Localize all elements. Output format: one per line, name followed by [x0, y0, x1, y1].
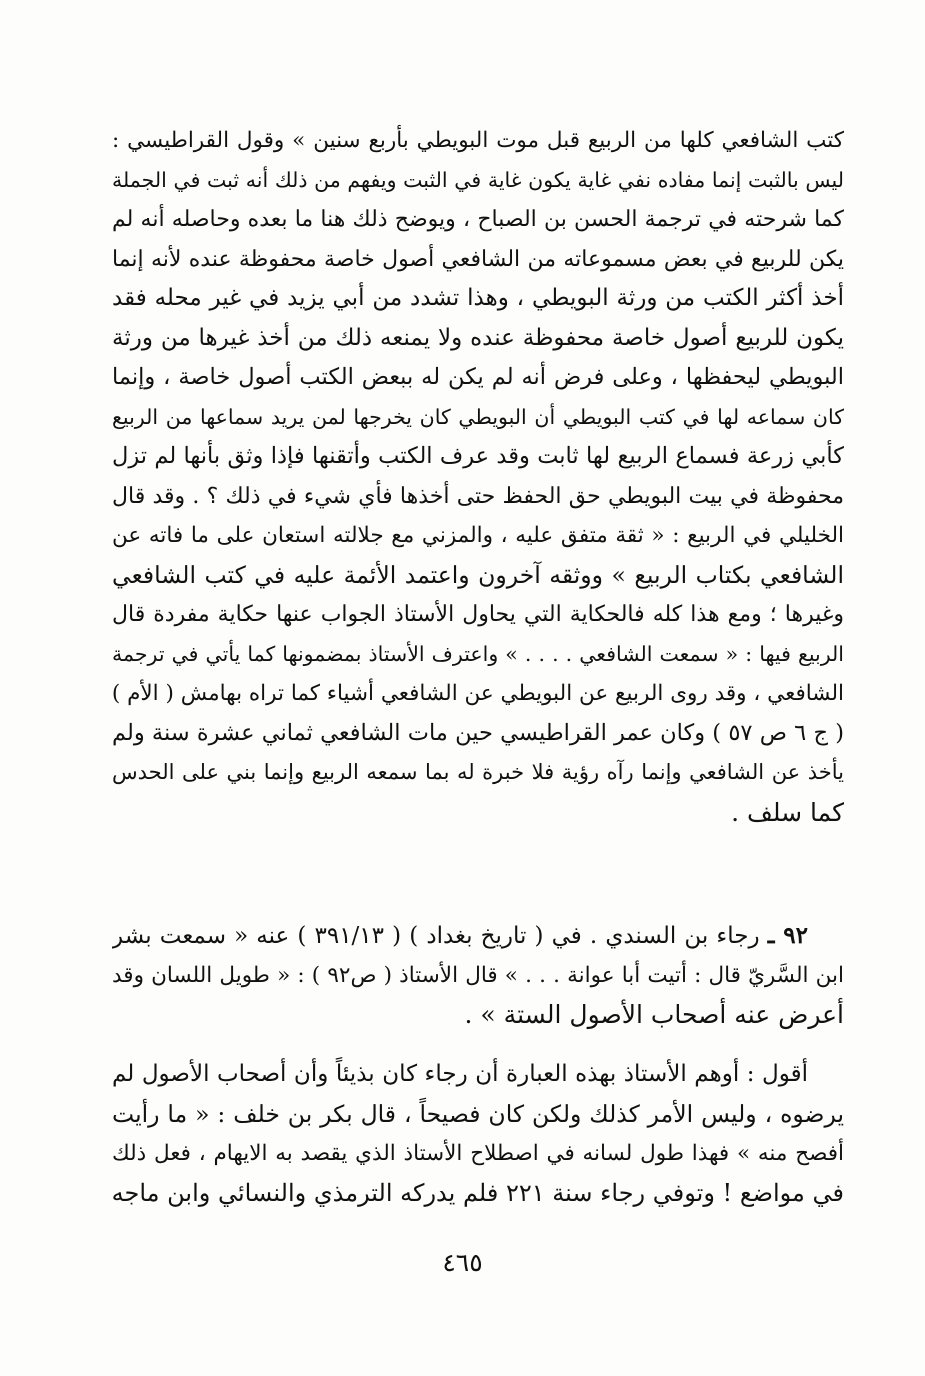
entry-first-line	[112, 916, 844, 956]
entry-heading-text: رجاء بن السندي . في ( تاريخ بغداد ) ( ٣٩١/١٣ ) عنه « سمعت بشر	[112, 923, 760, 949]
text-line: ليس بالثبت إنما مفاده نفي غاية يكون غاية في الثبت ويفهم من ذلك أنه ثبت في الجملة	[112, 167, 844, 192]
paragraph-continuation	[112, 121, 844, 832]
text-line: الربيع فيها : « سمعت الشافعي . . . . » واعترف الأستاذ بمضمونها كما يأتي في ترجمة	[112, 641, 844, 666]
text-line: يكون للربيع أصول خاصة محفوظة عنده ولا يمنعه ذلك من أخذ غيرها من ورثة	[112, 324, 844, 351]
text-line: أعرض عنه أصحاب الأصول الستة » .	[464, 1000, 844, 1029]
text-line: البويطي ليحفظها ، وعلى فرض أنه لم يكن له ببعض الكتب أصول خاصة ، وإنما	[112, 364, 844, 390]
text-line: كان سماعه لها في كتب البويطي أن البويطي كان يخرجها لمن يريد سماعها من الربيع	[112, 404, 844, 429]
text-line: ( ج ٦ ص ٥٧ ) وكان عمر القراطيسي حين مات الشافعي ثماني عشرة سنة ولم	[112, 719, 844, 746]
text-line: ابن السَّريّ قال : أتيت أبا عوانة . . . » قال الأستاذ ( ص٩٢ ) : « طويل اللسان وقد	[112, 962, 844, 988]
text-line: وغيرها ؛ ومع هذا كله فالحكاية التي يحاول الأستاذ الجواب عنها حكاية مفردة قال	[112, 602, 844, 627]
text-line: يأخذ عن الشافعي وإنما رآه رؤية فلا خبرة له بما سمعه الربيع وإنما بني على الحدس	[112, 760, 844, 784]
text-line: أخذ أكثر الكتب من ورثة البويطي ، وهذا تشدد من أبي يزيد في غير محله فقد	[112, 285, 844, 311]
text-line: الشافعي ، وقد روى الربيع عن البويطي عن الشافعي أشياء كما تراه بهامش ( الأم )	[112, 681, 844, 706]
text-line: يكن للربيع في بعض مسموعاته من الشافعي أصول خاصة محفوظة عنده لأنه إنما	[112, 246, 844, 272]
text-line: الخليلي في الربيع : « ثقة متفق عليه ، والمزني مع جلالته استعان على ما فاته عن	[112, 523, 844, 548]
text-line: الشافعي بكتاب الربيع » ووثقه آخرون واعتمد الأئمة عليه في كتب الشافعي	[112, 560, 844, 589]
text-line: كتب الشافعي كلها من الربيع قبل موت البويطي بأربع سنين » وقول القراطيسي :	[112, 128, 844, 153]
paragraph-commentary	[112, 1055, 844, 1213]
text-line: كما شرحته في ترجمة الحسن بن الصباح ، ويوضح ذلك هنا ما بعده وحاصله أنه لم	[112, 207, 844, 232]
entry-92	[112, 916, 844, 1035]
text-line: أفصح منه » فهذا طول لسانه في اصطلاح الأستاذ الذي يقصد به الايهام ، فعل ذلك	[112, 1141, 844, 1166]
text-line: يرضوه ، وليس الأمر كذلك ولكن كان فصيحاً ، قال بكر بن خلف : « ما رأيت	[112, 1099, 844, 1128]
entry-number: ٩٢ ـ	[767, 922, 808, 949]
text-line: كما سلف .	[731, 797, 844, 827]
text-line: أقول : أوهم الأستاذ بهذه العبارة أن رجاء كان بذيئاً وأن أصحاب الأصول لم	[112, 1061, 808, 1087]
text-line: محفوظة في بيت البويطي حق الحفظ حتى أخذها فأي شيء في ذلك ؟ . وقد قال	[112, 483, 844, 509]
page-number: ٤٦٥	[442, 1248, 483, 1277]
text-line: كأبي زرعة فسماع الربيع لها ثابت وقد عرف الكتب وأتقنها فإذا وثق بأنها لم تزل	[112, 443, 844, 469]
text-line: في مواضع ! وتوفي رجاء سنة ٢٢١ فلم يدركه الترمذي والنسائي وابن ماجه	[112, 1178, 844, 1207]
